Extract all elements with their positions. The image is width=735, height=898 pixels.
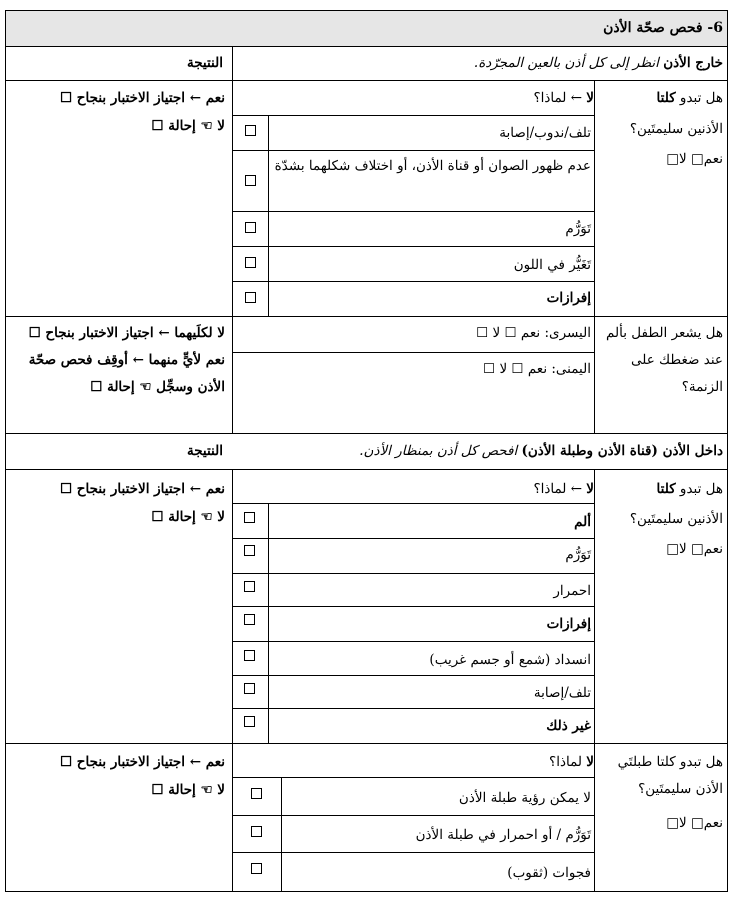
q3-reason-5-checkbox[interactable] [244, 650, 255, 661]
rule [594, 80, 595, 434]
rule [232, 606, 595, 607]
rule [232, 852, 595, 853]
q1-reason-2-checkbox[interactable] [245, 175, 256, 186]
q1-reason-3-checkbox[interactable] [245, 222, 256, 233]
q1-reason-4: تَغَيُّر في اللون [513, 257, 591, 273]
rule [727, 10, 728, 892]
q4-result-refer[interactable]: لا ☜ إحالة ☐ [151, 782, 225, 798]
rule [5, 46, 728, 47]
q2-right[interactable]: اليمنى: نعم ☐ لا ☐ [483, 361, 591, 377]
rule [232, 150, 595, 151]
rule [232, 573, 595, 574]
inner-ear-header-bold: داخل الأذن (قناة الأذن وطبلة الأذن) [521, 443, 723, 459]
q1-why-prompt: لا ← لماذا؟ [533, 90, 594, 106]
q3-reason-6: تلف/إصابة [533, 685, 591, 701]
rule [232, 503, 595, 504]
q4-reason-3-checkbox[interactable] [251, 863, 262, 874]
q3-reason-7: غير ذلك [546, 718, 591, 734]
q3-yes-no[interactable]: نعم□ لا□ [666, 541, 723, 557]
rule [5, 10, 6, 892]
q3-question-line1: هل تبدو كلتا [656, 481, 723, 497]
q1-reason-5-checkbox[interactable] [245, 292, 256, 303]
q1-question-line2: الأذنين سليمتَين؟ [629, 121, 723, 137]
q1-question-line1: هل تبدو كلتا [656, 90, 723, 106]
rule [232, 115, 595, 116]
rule [232, 641, 595, 642]
q1-result-pass[interactable]: نعم ← اجتياز الاختبار بنجاح ☐ [60, 90, 225, 106]
q4-reason-2-checkbox[interactable] [251, 826, 262, 837]
q4-why-prompt: لا لماذا؟ [549, 754, 594, 770]
rule [232, 675, 595, 676]
q2-left[interactable]: اليسرى: نعم ☐ لا ☐ [476, 325, 591, 341]
q2-result-refer[interactable]: نعم لأيٍّ منهما ← أوقِف فحص صحّة الأذن وسجِّل ☜ إحالة ☐ [28, 352, 225, 395]
q4-reason-1: لا يمكن رؤية طبلة الأذن [458, 790, 591, 806]
rule [232, 469, 233, 892]
q4-reason-1-checkbox[interactable] [251, 788, 262, 799]
q2-result-pass[interactable]: لا لكلَيهما ← اجتياز الاختبار بنجاح ☐ [28, 325, 225, 341]
rule [5, 316, 728, 317]
q3-result-refer[interactable]: لا ☜ إحالة ☐ [151, 509, 225, 525]
q3-why-prompt: لا ← لماذا؟ [533, 481, 594, 497]
q3-reason-7-checkbox[interactable] [244, 716, 255, 727]
q4-question: هل تبدو كلتا طبلتَي الأذن سليمتَين؟ [617, 754, 723, 797]
rule [232, 777, 595, 778]
q1-reason-5: إفرازات [546, 290, 591, 306]
outer-ear-result-header: النتيجة [186, 55, 223, 71]
q3-reason-3-checkbox[interactable] [244, 581, 255, 592]
q3-reason-2: تَوَرُّم [565, 547, 591, 563]
q1-yes-no[interactable]: نعم□ لا□ [666, 151, 723, 167]
q1-reason-2: عدم ظهور الصوان أو قناة الأذن، أو اختلاف شكلهما بشدّة [274, 158, 591, 174]
rule [232, 211, 595, 212]
inner-ear-result-header: النتيجة [186, 443, 223, 459]
rule [5, 469, 728, 470]
q3-reason-4-checkbox[interactable] [244, 614, 255, 625]
rule [232, 708, 595, 709]
rule [281, 777, 282, 892]
outer-ear-header [474, 54, 723, 72]
q1-result-refer[interactable]: لا ☜ إحالة ☐ [151, 118, 225, 134]
q3-reason-2-checkbox[interactable] [244, 545, 255, 556]
q4-reason-2: تَوَرُّم / أو احمرار في طبلة الأذن [415, 827, 591, 843]
rule [5, 10, 728, 11]
q4-yes-no[interactable]: نعم□ لا□ [666, 815, 723, 831]
q3-reason-4: إفرازات [546, 616, 591, 632]
q3-reason-1: ألم [574, 514, 591, 530]
q3-result-pass[interactable]: نعم ← اجتياز الاختبار بنجاح ☐ [60, 481, 225, 497]
rule [232, 46, 233, 434]
inner-ear-header-italic: افحص كل أذن بمنظار الأذن. [359, 443, 518, 459]
inner-ear-header [359, 442, 723, 460]
q1-reason-1: تلف/ندوب/إصابة [499, 125, 591, 141]
q3-reason-6-checkbox[interactable] [244, 683, 255, 694]
outer-ear-header-italic: انظر إلى كل أذن بالعين المجرّدة. [473, 55, 659, 71]
outer-ear-header-bold: خارج الأذن [663, 55, 723, 71]
q1-reason-3: تَوَرُّم [565, 221, 591, 237]
q1-reason-4-checkbox[interactable] [245, 257, 256, 268]
rule [232, 352, 595, 353]
q2-result [7, 320, 225, 401]
rule [268, 503, 269, 744]
q4-reason-3: فجوات (ثقوب) [507, 865, 591, 881]
q1-reason-1-checkbox[interactable] [245, 125, 256, 136]
page-title: 6- فحص صحّة الأذن [603, 20, 723, 36]
q4-result-pass[interactable]: نعم ← اجتياز الاختبار بنجاح ☐ [60, 754, 225, 770]
rule [5, 743, 728, 744]
rule [594, 469, 595, 892]
rule [5, 80, 728, 81]
q3-reason-5: انسداد (شمع أو جسم غريب) [429, 652, 591, 668]
rule [232, 815, 595, 816]
q3-reason-3: احمرار [553, 583, 591, 599]
q3-question-line2: الأذنين سليمتَين؟ [629, 511, 723, 527]
rule [5, 891, 728, 892]
q3-reason-1-checkbox[interactable] [244, 512, 255, 523]
rule [232, 538, 595, 539]
rule [232, 281, 595, 282]
rule [232, 246, 595, 247]
rule [5, 433, 728, 434]
rule [268, 115, 269, 317]
q2-question: هل يشعر الطفل بألم عند ضغطك على الزنمة؟ [606, 325, 723, 395]
